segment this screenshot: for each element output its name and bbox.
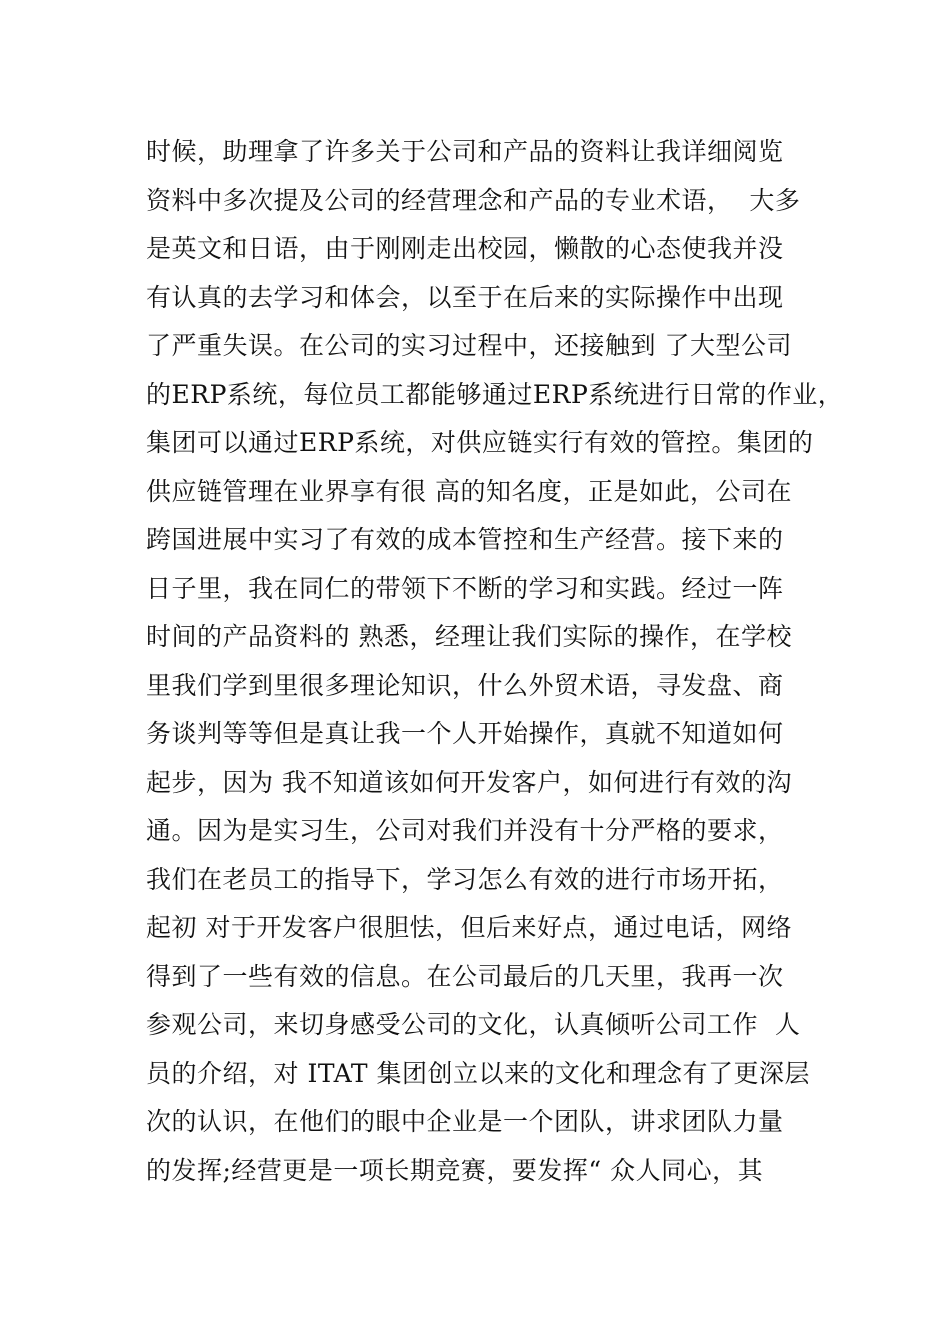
text-line: 是英文和日语，由于刚刚走出校园，懒散的心态使我并没: [146, 234, 784, 263]
text-line: 次的认识，在他们的眼中企业是一个团队，讲求团队力量: [146, 1107, 784, 1136]
text-line: 日子里，我在同仁的带领下不断的学习和实践。经过一阵: [146, 573, 784, 603]
text-line: 里我们学到里很多理论知识，什么外贸术语，寻发盘、商: [146, 670, 784, 700]
text-line: 的发挥;经营更是一项长期竞赛，要发挥“ 众人同心，其: [146, 1155, 764, 1185]
text-line: 通。因为是实习生，公司对我们并没有十分严格的要求，: [146, 816, 784, 845]
text-line: 资料中多次提及公司的经营理念和产品的专业术语， 大多: [146, 185, 801, 215]
text-line: 跨国进展中实习了有效的成本管控和生产经营。接下来的: [146, 525, 784, 554]
text-line: 务谈判等等但是真让我一个人开始操作，真就不知道如何: [146, 719, 784, 748]
text-line: 时候，助理拿了许多关于公司和产品的资料让我详细阅览: [146, 137, 784, 166]
text-line: 我们在老员工的指导下，学习怎么有效的进行市场开拓，: [146, 864, 784, 894]
text-line: 员的介绍，对 ITAT 集团创立以来的文化和理念有了更深层: [146, 1058, 810, 1088]
text-line: 参观公司，来切身感受公司的文化，认真倾听公司工作 人: [146, 1010, 801, 1039]
text-line: 得到了一些有效的信息。在公司最后的几天里，我再一次: [146, 961, 784, 991]
text-line: 有认真的去学习和体会，以至于在后来的实际操作中出现: [146, 282, 784, 312]
text-line: 时间的产品资料的 熟悉，经理让我们实际的操作，在学校: [146, 622, 792, 651]
text-line: 集团可以通过ERP系统，对供应链实行有效的管控。集团的: [146, 428, 814, 457]
body-paragraph: [146, 128, 844, 1195]
text-line: 起初 对于开发客户很胆怯，但后来好点，通过电话，网络: [146, 913, 792, 942]
text-line: 了严重失误。在公司的实习过程中，还接触到 了大型公司: [146, 331, 792, 360]
text-line: 的ERP系统，每位员工都能够通过ERP系统进行日常的作业，: [146, 379, 844, 409]
text-line: 供应链管理在业界享有很 高的知名度，正是如此，公司在: [146, 476, 792, 506]
text-line: 起步，因为 我不知道该如何开发客户，如何进行有效的沟: [146, 767, 792, 797]
